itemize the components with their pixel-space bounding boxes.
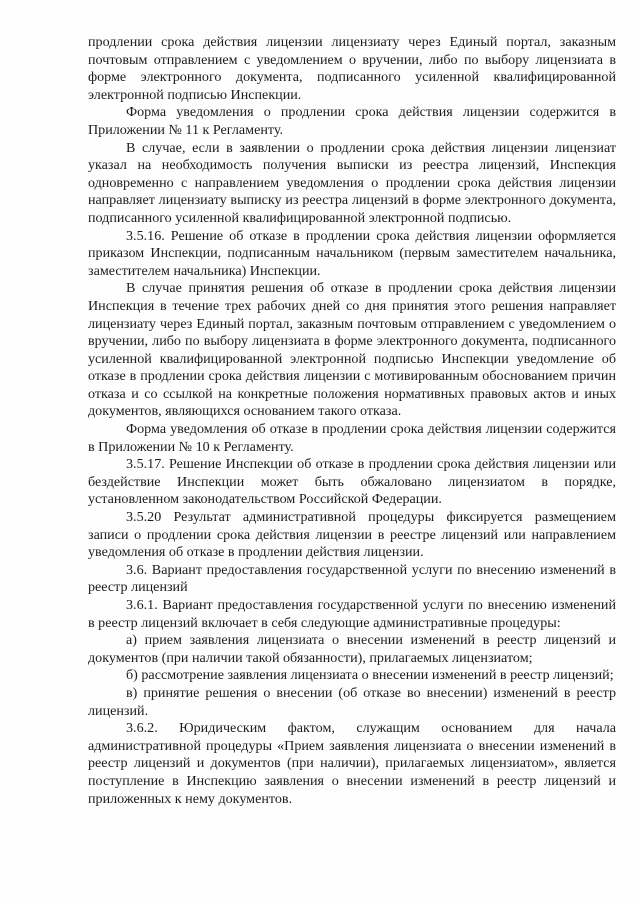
paragraph-3-5-17: 3.5.17. Решение Инспекции об отказе в продлении срока действия лицензии или бездействие Инспекции может быть обжаловано лицензиатом в порядке, установленном законодательством Российской Федерации.: [88, 456, 616, 508]
paragraph-registry-extract: В случае, если в заявлении о продлении срока действия лицензии лицензиат указал на необходимость получения выписки из реестра лицензий, Инспекция одновременно с направлением уведомления о продлении срока действия лицензии направляет лицензиату выписку из реестра лицензий в форме электронного документа, подписанного усиленной квалифицированной электронной подписью.: [88, 139, 616, 226]
paragraph-continuation: продлении срока действия лицензии лицензиату через Единый портал, заказным почтовым отправлением с уведомлением о вручении, либо по выбору лицензиата в форме электронного документа, подписанного усиленной квалифицированной электронной подписью Инспекции.: [88, 34, 616, 103]
paragraph-refusal-notice: В случае принятия решения об отказе в продлении срока действия лицензии Инспекция в течение трех рабочих дней со дня принятия этого решения направляет лицензиату через Единый портал, заказным почтовым отправлением с уведомлением о вручении, либо по выбору лицензиата в форме электронного документа, подписанного усиленной квалифицированной электронной подписью Инспекции уведомление об отказе в продлении срока действия лицензии с мотивированным обоснованием причин отказа и со ссылкой на конкретные положения нормативных правовых актов и иных документов, являющихся основанием такого отказа.: [88, 280, 616, 420]
list-item-a: а) прием заявления лицензиата о внесении изменений в реестр лицензий и документов (при наличии такой обязанности), прилагаемых лицензиатом;: [88, 632, 616, 666]
paragraph-3-6-1: 3.6.1. Вариант предоставления государственной услуги по внесению изменений в реестр лицензий включает в себя следующие административные процедуры:: [88, 597, 616, 631]
list-item-b: б) рассмотрение заявления лицензиата о внесении изменений в реестр лицензий;: [126, 667, 614, 684]
paragraph-3-5-16: 3.5.16. Решение об отказе в продлении срока действия лицензии оформляется приказом Инспекции, подписанным начальником (первым заместителем начальника, заместителем начальника) Инспекции.: [88, 227, 616, 279]
document-body: [88, 34, 616, 808]
list-item-c: в) принятие решения о внесении (об отказе во внесении) изменений в реестр лицензий.: [88, 684, 616, 719]
paragraph-3-5-20: 3.5.20 Результат административной процедуры фиксируется размещением записи о продлении срока действия лицензии в реестре лицензий или направлением уведомления об отказе в продлении действия лицензии.: [88, 509, 616, 561]
paragraph-3-6-2: 3.6.2. Юридическим фактом, служащим основанием для начала административной процедуры «Прием заявления лицензиата о внесении изменений в реестр лицензий и документов (при наличии), прилагаемых лицензиатом», является поступление в Инспекцию заявления о внесении изменений в реестр лицензий и приложенных к нему документов.: [88, 720, 616, 807]
paragraph-3-6: 3.6. Вариант предоставления государственной услуги по внесению изменений в реестр лицензий: [88, 561, 616, 596]
paragraph-form-notice-extension: Форма уведомления о продлении срока действия лицензии содержится в Приложении № 11 к Регламенту.: [88, 104, 616, 138]
paragraph-form-notice-refusal: Форма уведомления об отказе в продлении срока действия лицензии содержится в Приложении № 10 к Регламенту.: [88, 421, 616, 455]
